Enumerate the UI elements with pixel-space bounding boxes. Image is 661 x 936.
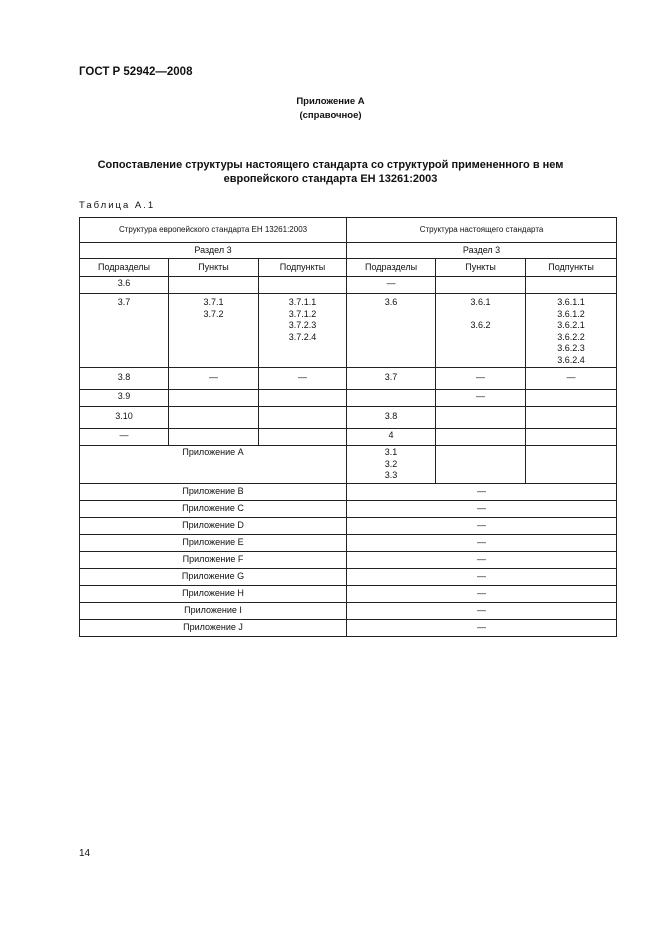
table-cell: — — [347, 500, 617, 517]
table-cell — [526, 446, 617, 484]
page-number: 14 — [79, 848, 91, 859]
table-cell: — — [526, 368, 617, 390]
table-cell: — — [347, 619, 617, 636]
table-cell: 3.7 — [80, 294, 169, 368]
column-header: Подразделы — [347, 259, 436, 277]
table-cell — [526, 429, 617, 446]
table-cell: 3.6.1 3.6.2 — [436, 294, 526, 368]
table-cell — [169, 429, 259, 446]
table-row — [80, 517, 617, 534]
table-row — [80, 368, 617, 390]
table-cell: — — [347, 483, 617, 500]
annex-label: Приложение А — [80, 446, 347, 484]
table-cell: — — [347, 602, 617, 619]
table-row — [80, 294, 617, 368]
annex-label: Приложение G — [80, 568, 347, 585]
table-cell — [436, 446, 526, 484]
column-header: Пункты — [436, 259, 526, 277]
table-cell: — — [436, 390, 526, 407]
table-cell: — — [347, 277, 436, 294]
annex-label: Приложение В — [80, 483, 347, 500]
table-row — [80, 551, 617, 568]
table-cell: — — [259, 368, 347, 390]
annex-label: Приложение F — [80, 551, 347, 568]
table-cell: — — [347, 568, 617, 585]
column-header: Пункты — [169, 259, 259, 277]
column-header: Подпункты — [526, 259, 617, 277]
table-cell: 3.6.1.1 3.6.1.2 3.6.2.1 3.6.2.2 3.6.2.3 3.6.2.4 — [526, 294, 617, 368]
table-row — [80, 429, 617, 446]
table-cell — [526, 407, 617, 429]
table-cell — [526, 277, 617, 294]
table-cell — [169, 407, 259, 429]
table-cell: 4 — [347, 429, 436, 446]
column-header: Подразделы — [80, 259, 169, 277]
table-row — [80, 534, 617, 551]
table-cell: 3.6 — [80, 277, 169, 294]
left-section-header: Раздел 3 — [80, 243, 347, 259]
table-cell: 3.1 3.2 3.3 — [347, 446, 436, 484]
table-row — [80, 446, 617, 484]
table-row — [80, 585, 617, 602]
table-cell: 3.8 — [347, 407, 436, 429]
annex-heading-status: (справочное) — [299, 110, 362, 121]
table-cell — [259, 407, 347, 429]
table-row — [80, 568, 617, 585]
table-cell — [259, 429, 347, 446]
left-structure-header: Структура европейского стандарта ЕН 13261:2003 — [80, 218, 347, 243]
table-cell — [526, 390, 617, 407]
annex-label: Приложение I — [80, 602, 347, 619]
annex-label: Приложение J — [80, 619, 347, 636]
table-cell — [436, 407, 526, 429]
table-cell: — — [347, 551, 617, 568]
annex-label: Приложение D — [80, 517, 347, 534]
annex-label: Приложение С — [80, 500, 347, 517]
table-cell: 3.9 — [80, 390, 169, 407]
annex-label: Приложение Е — [80, 534, 347, 551]
right-structure-header: Структура настоящего стандарта — [347, 218, 617, 243]
table-caption: Таблица А.1 — [79, 200, 156, 211]
table-cell: 3.7.1.1 3.7.1.2 3.7.2.3 3.7.2.4 — [259, 294, 347, 368]
table-cell: 3.8 — [80, 368, 169, 390]
annex-heading — [0, 95, 661, 123]
table-cell — [169, 390, 259, 407]
table-cell: — — [347, 585, 617, 602]
table-cell: 3.7.1 3.7.2 — [169, 294, 259, 368]
table-cell — [259, 277, 347, 294]
table-row — [80, 602, 617, 619]
table-cell: — — [436, 368, 526, 390]
document-id: ГОСТ Р 52942—2008 — [79, 66, 193, 78]
table-cell — [347, 390, 436, 407]
table-cell: — — [347, 517, 617, 534]
table-row — [80, 619, 617, 636]
table-cell: — — [169, 368, 259, 390]
table-row — [80, 483, 617, 500]
right-section-header: Раздел 3 — [347, 243, 617, 259]
table-row — [80, 277, 617, 294]
table-cell — [259, 390, 347, 407]
table-cell: 3.6 — [347, 294, 436, 368]
table-cell — [169, 277, 259, 294]
table-cell: 3.7 — [347, 368, 436, 390]
table-cell: — — [80, 429, 169, 446]
table-cell — [436, 277, 526, 294]
table-row — [80, 500, 617, 517]
comparison-table — [79, 217, 617, 637]
annex-heading-title: Приложение А — [296, 96, 365, 107]
table-cell — [436, 429, 526, 446]
table-cell: — — [347, 534, 617, 551]
annex-title: Сопоставление структуры настоящего стандарта со структурой примененного в нем европейского стандарта ЕН 13261:2003 — [97, 159, 564, 185]
table-row — [80, 390, 617, 407]
column-header: Подпункты — [259, 259, 347, 277]
annex-label: Приложение Н — [80, 585, 347, 602]
table-cell: 3.10 — [80, 407, 169, 429]
table-row — [80, 407, 617, 429]
